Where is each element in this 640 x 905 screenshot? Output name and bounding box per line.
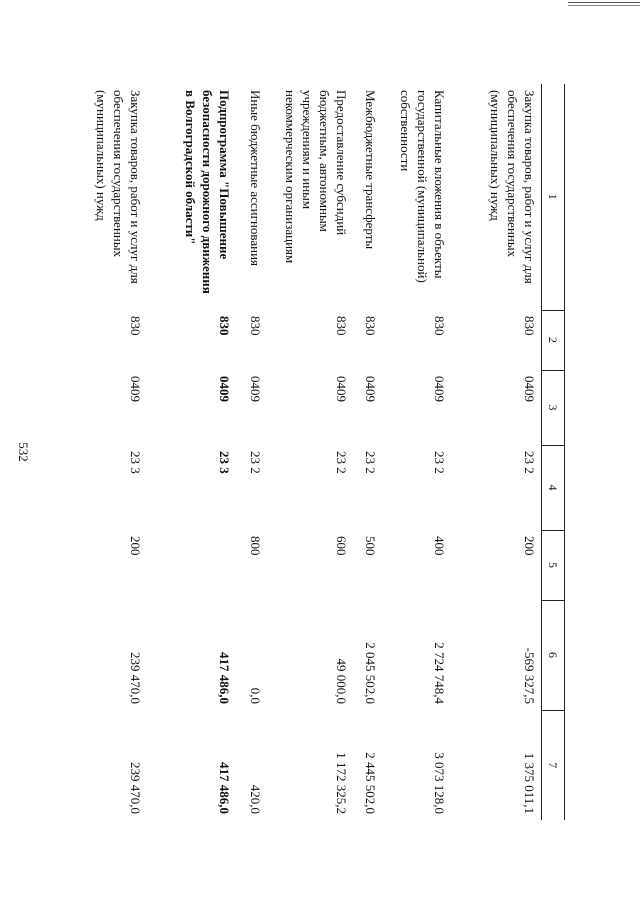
row-amount-total: 420,0 — [248, 784, 264, 814]
table-row — [237, 84, 268, 820]
header-col-3: 3 — [542, 370, 565, 445]
row-name: Предоставление субсидий бюджетным, автономным учреждениям и иным некоммерческим организациям — [283, 90, 350, 264]
row-expense-type: 800 — [248, 536, 264, 556]
header-col-5: 5 — [542, 530, 565, 600]
rotated-table-container — [94, 84, 565, 820]
row-amount-total: 1 172 325,2 — [334, 752, 350, 814]
header-col-7: 7 — [542, 710, 565, 820]
row-section-code: 0409 — [522, 376, 537, 402]
row-ministry-code: 830 — [217, 316, 233, 336]
row-program-code: 23 2 — [248, 451, 264, 474]
row-program-code: 23 2 — [522, 451, 537, 474]
row-amount-change: 2 724 748,4 — [432, 642, 448, 704]
row-amount-total: 2 445 502,0 — [363, 752, 379, 814]
row-program-code: 23 2 — [334, 451, 350, 474]
table-row — [354, 84, 383, 820]
row-name: Иные бюджетные ассигнования — [248, 90, 264, 267]
row-program-code: 23 3 — [217, 451, 233, 474]
row-expense-type: 600 — [334, 536, 350, 556]
header-col-6: 6 — [542, 600, 565, 710]
scan-edge-mark — [568, 2, 640, 6]
row-amount-total: 3 073 128,0 — [432, 752, 448, 814]
row-amount-change: 0,0 — [248, 687, 264, 704]
row-ministry-code: 830 — [334, 316, 350, 336]
table-row — [452, 84, 542, 820]
row-section-code: 0409 — [363, 376, 379, 402]
row-section-code: 0409 — [217, 376, 233, 402]
row-amount-total: 417 486,0 — [217, 762, 233, 814]
row-section-code: 0409 — [432, 376, 448, 402]
header-col-2: 2 — [542, 310, 565, 370]
page-number: 532 — [16, 442, 31, 462]
budget-table — [82, 84, 566, 820]
row-program-code: 23 3 — [128, 451, 144, 474]
row-amount-change: 49 000,0 — [334, 658, 350, 704]
row-amount-total: 1 375 011,1 — [522, 752, 537, 814]
row-expense-type: 200 — [128, 536, 144, 556]
row-ministry-code: 830 — [522, 316, 537, 336]
row-amount-change: 239 470,0 — [128, 652, 144, 704]
row-ministry-code: 830 — [128, 316, 144, 336]
row-amount-total: 239 470,0 — [128, 762, 144, 814]
row-expense-type: 200 — [522, 536, 537, 556]
row-expense-type — [148, 530, 237, 600]
row-ministry-code: 830 — [363, 316, 379, 336]
table-header-row — [542, 84, 565, 820]
table-row — [82, 84, 148, 820]
row-amount-change: -569 327,5 — [522, 647, 537, 704]
table-row — [268, 84, 354, 820]
row-name: Капитальные вложения в объекты государственной (муниципальной) собственности — [398, 90, 448, 283]
row-name: Межбюджетные трансферты — [363, 90, 379, 250]
row-ministry-code: 830 — [248, 316, 264, 336]
table-body — [82, 84, 565, 820]
row-ministry-code: 830 — [432, 316, 448, 336]
row-expense-type: 400 — [432, 536, 448, 556]
row-program-code: 23 2 — [363, 451, 379, 474]
header-col-1: 1 — [542, 84, 565, 310]
row-name: Закупка товаров, работ и услуг для обеспечения государственных (муниципальных) нужд — [488, 90, 537, 284]
row-section-code: 0409 — [334, 376, 350, 402]
table-row-subprogram — [148, 84, 237, 820]
row-program-code: 23 2 — [432, 451, 448, 474]
row-section-code: 0409 — [248, 376, 264, 402]
table-row — [383, 84, 452, 820]
row-amount-change: 417 486,0 — [217, 652, 233, 704]
header-col-4: 4 — [542, 445, 565, 530]
row-section-code: 0409 — [128, 376, 144, 402]
row-name: Закупка товаров, работ и услуг для обеспечения государственных (муниципальных) нужд — [94, 90, 144, 284]
row-expense-type: 500 — [363, 536, 379, 556]
row-amount-change: 2 045 502,0 — [363, 642, 379, 704]
row-name: Подпрограмма "Повышение безопасности дорожного движения в Волгоградской области" — [183, 90, 233, 294]
